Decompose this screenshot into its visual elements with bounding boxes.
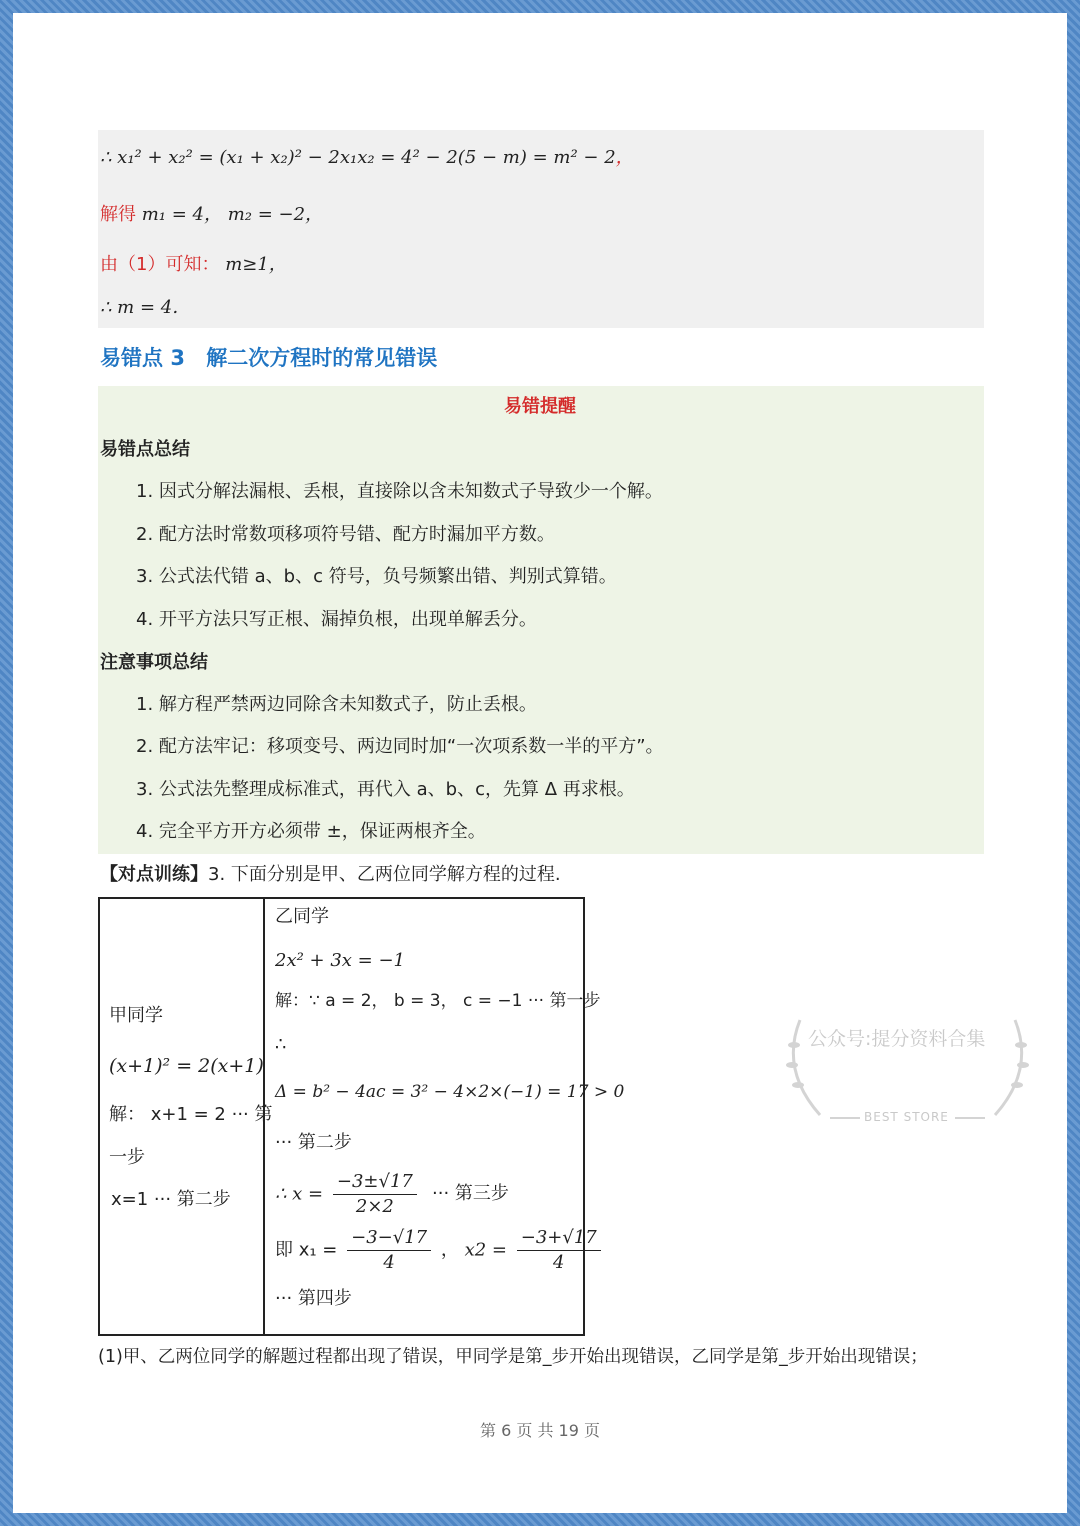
condition-math: m≥1， xyxy=(225,254,287,275)
summary-item: 1. 因式分解法漏根、丢根，直接除以含未知数式子导致少一个解。 xyxy=(136,481,663,502)
section-number: 3 xyxy=(170,346,185,370)
student-b-title: 乙同学 xyxy=(275,906,329,927)
x1-numerator: −3−√17 xyxy=(347,1226,431,1251)
root-fraction xyxy=(333,1170,417,1219)
x-prefix: ∴ x = xyxy=(275,1183,324,1205)
punct: ， xyxy=(440,1239,459,1261)
notes-item: 4. 完全平方开方必须带 ±，保证两根齐全。 xyxy=(136,821,486,842)
summary-item: 3. 公式法代错 a、b、c 符号，负号频繁出错、判别式算错。 xyxy=(136,566,617,587)
x2-denominator: 4 xyxy=(553,1252,565,1273)
watermark-text: 公众号:提分资料合集 xyxy=(808,1028,986,1050)
student-b-step4: ··· 第四步 xyxy=(275,1288,352,1309)
student-a-equation: (x+1)² = 2(x+1) xyxy=(109,1055,264,1077)
section-title: 解二次方程时的常见错误 xyxy=(206,346,438,370)
x2-numerator: −3+√17 xyxy=(517,1226,601,1251)
question-text: (1)甲、乙两位同学的解题过程都出现了错误，甲同学是第_步开始出现错误，乙同学是第_步开始出现错误； xyxy=(98,1347,928,1367)
discriminant: Δ = b² − 4ac = 3² − 4×2×(−1) = 17 > 0 xyxy=(275,1082,625,1102)
roots-prefix: 即 x₁ = xyxy=(275,1239,338,1261)
notes-item: 3. 公式法先整理成标准式，再代入 a、b、c，先算 Δ 再求根。 xyxy=(136,779,635,800)
quadratic-formula-line xyxy=(275,1170,421,1219)
summary-title: 易错点总结 xyxy=(100,439,190,460)
solve-label: 解得 xyxy=(100,204,136,225)
solution-line-3 xyxy=(100,253,287,277)
reminder-header: 易错提醒 xyxy=(504,396,576,417)
student-a-step1: 解： x+1 = 2 ··· 第 xyxy=(109,1104,273,1125)
x2-prefix: x2 = xyxy=(464,1239,508,1261)
solution-line-1 xyxy=(100,146,634,170)
notes-item: 1. 解方程严禁两边同除含未知数式子，防止丢根。 xyxy=(136,694,537,715)
student-a-title: 甲同学 xyxy=(109,1005,163,1026)
condition-label: 由（1）可知： xyxy=(100,254,220,275)
section-prefix: 易错点 xyxy=(100,346,163,370)
roots-result: m₁ = 4， m₂ = −2， xyxy=(141,204,324,225)
student-b-step2: ··· 第二步 xyxy=(275,1132,352,1153)
summary-item: 2. 配方法时常数项移项符号错、配方时漏加平方数。 xyxy=(136,524,555,545)
fraction-numerator: −3±√17 xyxy=(333,1170,417,1195)
practice-text: 3. 下面分别是甲、乙两位同学解方程的过程. xyxy=(208,864,561,885)
practice-tag: 【对点训练】 xyxy=(100,864,208,885)
student-b-step1: 解：∵ a = 2， b = 3， c = −1 ··· 第一步 xyxy=(275,991,601,1011)
page-footer: 第 6 页 共 19 页 xyxy=(480,1421,600,1440)
summary-item: 4. 开平方法只写正根、漏掉负根，出现单解丢分。 xyxy=(136,609,537,630)
practice-line xyxy=(100,863,561,887)
sum-of-squares-formula: ∴ x₁² + x₂² = (x₁ + x₂)² − 2x₁x₂ = 4² − 2(5 − m) = m² − 2 xyxy=(100,147,616,168)
section-heading xyxy=(100,346,437,370)
therefore-symbol: ∴ xyxy=(275,1034,287,1055)
student-a-step1-cont: 一步 xyxy=(109,1147,145,1168)
x1-fraction xyxy=(347,1226,431,1275)
notes-title: 注意事项总结 xyxy=(100,652,208,673)
student-a-step2: x=1 ··· 第二步 xyxy=(111,1189,231,1210)
roots-line xyxy=(275,1226,605,1275)
fraction-denominator: 2×2 xyxy=(355,1196,394,1217)
watermark-sub: BEST STORE xyxy=(864,1110,949,1124)
solution-conclusion: ∴ m = 4． xyxy=(100,297,191,318)
watermark xyxy=(780,1010,1035,1130)
punct: ， xyxy=(615,147,634,168)
student-b-equation: 2x² + 3x = −1 xyxy=(275,950,406,971)
x2-fraction xyxy=(517,1226,601,1275)
x1-denominator: 4 xyxy=(383,1252,395,1273)
notes-item: 2. 配方法牢记：移项变号、两边同时加“一次项系数一半的平方”。 xyxy=(136,736,664,757)
solution-line-2 xyxy=(100,203,323,227)
student-b-step3: ··· 第三步 xyxy=(432,1183,509,1204)
